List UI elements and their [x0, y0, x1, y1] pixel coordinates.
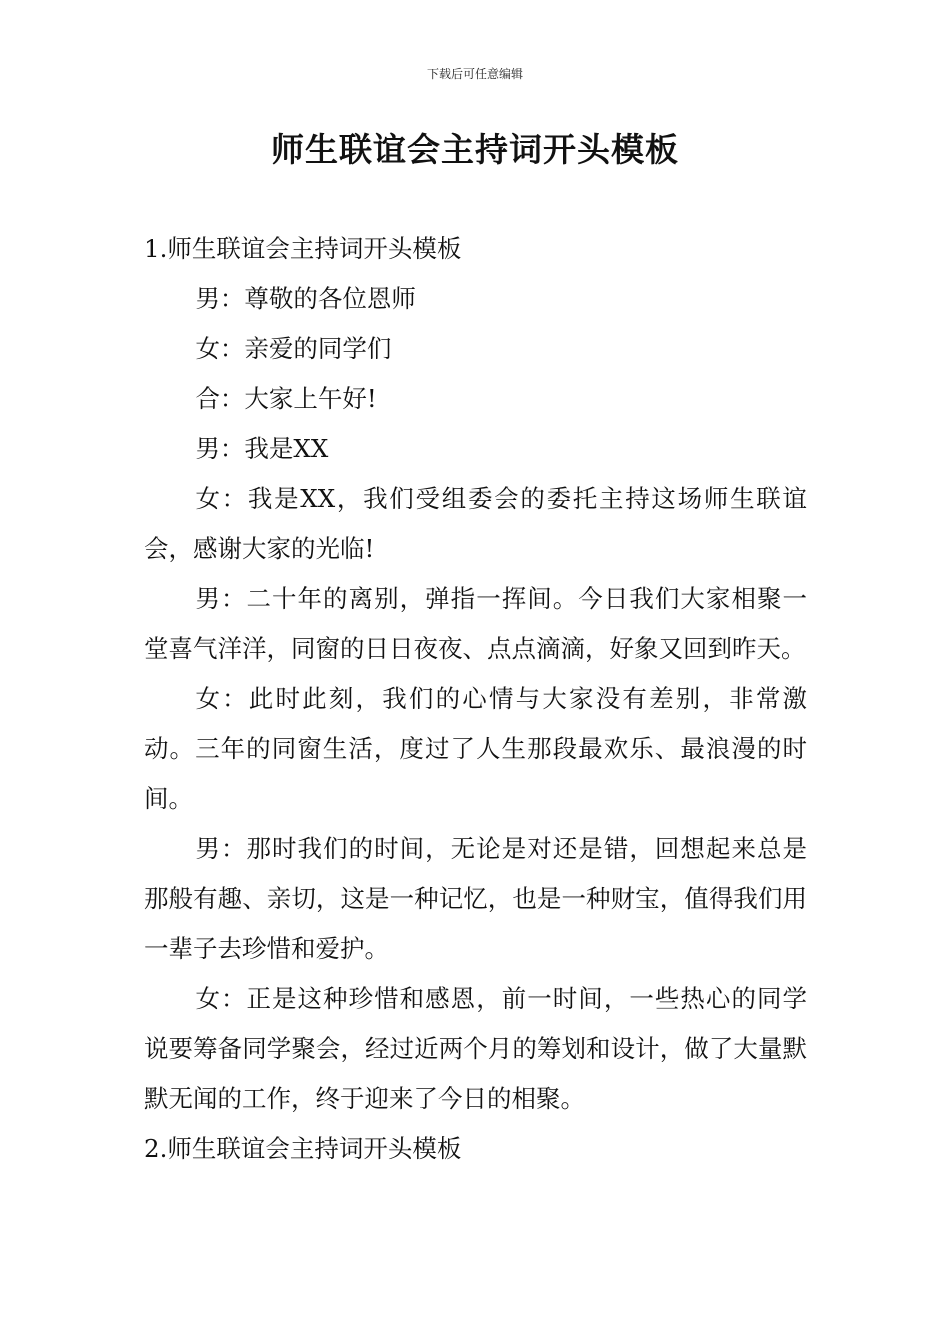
paragraph: 女：亲爱的同学们: [195, 334, 392, 363]
paragraph: 女：正是这种珍惜和感恩，前一时间，一些热心的同学说要筹备同学聚会，经过近两个月的筹划和设计，做了大量默默无闻的工作，终于迎来了今日的相聚。: [144, 984, 807, 1113]
section-heading-2: 2.师生联谊会主持词开头模板: [144, 1134, 462, 1163]
document-title: 师生联谊会主持词开头模板: [271, 130, 679, 169]
paragraph: 女：我是XX，我们受组委会的委托主持这场师生联谊会，感谢大家的光临!: [144, 484, 807, 563]
header-note: 下载后可任意编辑: [426, 67, 523, 81]
paragraph: 女：此时此刻，我们的心情与大家没有差别，非常激动。三年的同窗生活，度过了人生那段最欢乐、最浪漫的时间。: [144, 684, 807, 813]
paragraph: 男：那时我们的时间，无论是对还是错，回想起来总是那般有趣、亲切，这是一种记忆，也是一种财宝，值得我们用一辈子去珍惜和爱护。: [144, 834, 807, 963]
document-body: [144, 224, 807, 1174]
paragraph: 男：尊敬的各位恩师: [195, 284, 416, 313]
paragraph: 男：我是XX: [195, 434, 329, 463]
paragraph: 合：大家上午好!: [195, 384, 377, 413]
paragraph: 男：二十年的离别，弹指一挥间。今日我们大家相聚一堂喜气洋洋，同窗的日日夜夜、点点滴滴，好象又回到昨天。: [144, 584, 807, 663]
section-heading-1: 1.师生联谊会主持词开头模板: [144, 234, 462, 263]
